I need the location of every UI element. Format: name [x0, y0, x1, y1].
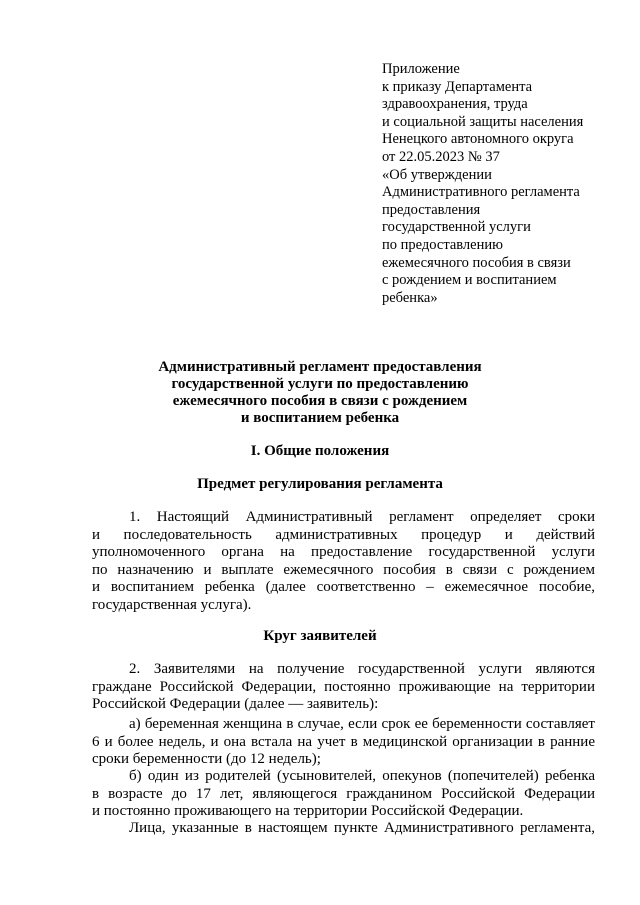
subsection-heading-subject: Предмет регулирования регламента — [197, 476, 443, 492]
document-title — [0, 359, 640, 427]
paragraph-line: уполномоченного органа на предоставление государственной услуги — [92, 544, 595, 561]
title-line: ежемесячного пособия в связи с рождением — [172, 393, 468, 409]
annex-line: с рождением и воспитанием — [382, 272, 557, 289]
title-line: Административный регламент предоставления — [158, 359, 482, 375]
paragraph-item-a — [92, 716, 595, 769]
annex-line: Приложение — [382, 61, 460, 77]
paragraph-line: граждане Российской Федерации, постоянно проживающие на территории — [92, 678, 595, 695]
title-line: и воспитанием ребенка — [240, 410, 400, 426]
paragraph-line: 6 и более недель, и она встала на учет в медицинской организации в ранние — [92, 733, 595, 750]
annex-line: Ненецкого автономного округа — [382, 131, 574, 148]
paragraph-line: б) один из родителей (усыновителей, опекунов (попечителей) ребенка — [129, 768, 595, 784]
paragraph-1 — [92, 509, 595, 615]
paragraph-line: а) беременная женщина в случае, если срок ее беременности составляет — [129, 716, 595, 732]
annex-line: к приказу Департамента — [382, 78, 533, 95]
annex-line: ребенка» — [382, 289, 438, 306]
annex-line: по предоставлению — [382, 236, 503, 253]
paragraph-line: государственная услуга). — [92, 596, 252, 613]
annex-line: «Об утверждении — [382, 166, 492, 183]
annex-line: и социальной защиты населения — [382, 113, 584, 130]
annex-line: ежемесячного пособия в связи — [382, 254, 571, 271]
subsection-heading-applicants: Круг заявителей — [263, 628, 377, 644]
paragraph-line: Лица, указанные в настоящем пункте Административного регламента, — [129, 820, 595, 836]
paragraph-persons — [92, 820, 595, 838]
paragraph-line: и последовательность административных процедур и действий — [92, 526, 595, 543]
annex-line: предоставления — [382, 201, 481, 218]
paragraph-line: Российской Федерации (далее — заявитель): — [92, 696, 379, 713]
paragraph-line: и постоянно проживающего на территории Российской Федерации. — [92, 803, 524, 820]
paragraph-line: сроки беременности (до 12 недель); — [92, 751, 321, 768]
paragraph-item-b — [92, 768, 595, 821]
paragraph-line: 1. Настоящий Административный регламент определяет сроки — [129, 509, 595, 525]
annex-line: от 22.05.2023 № 37 — [382, 148, 500, 165]
annex-line: государственной услуги — [382, 219, 531, 236]
section-heading: I. Общие положения — [250, 443, 390, 459]
paragraph-2 — [92, 661, 595, 714]
annex-header — [382, 61, 632, 307]
annex-line: здравоохранения, труда — [382, 96, 528, 113]
paragraph-line: в возрасте до 17 лет, являющегося гражданином Российской Федерации — [92, 785, 595, 802]
paragraph-line: и воспитанием ребенка (далее соответственно – ежемесячное пособие, — [92, 579, 595, 596]
annex-line: Административного регламента — [382, 184, 580, 201]
title-line: государственной услуги по предоставлению — [171, 376, 469, 392]
paragraph-line: по назначению и выплате ежемесячного пособия в связи с рождением — [92, 561, 595, 578]
paragraph-line: 2. Заявителями на получение государственной услуги являются — [129, 661, 595, 677]
